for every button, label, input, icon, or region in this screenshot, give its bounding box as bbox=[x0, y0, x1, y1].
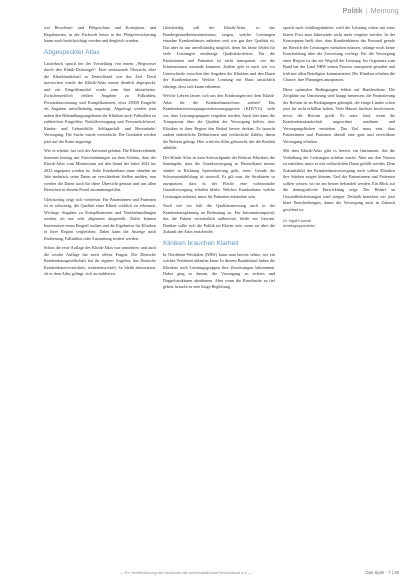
paragraph: Gleichzeitig soll der Klinik-Atlas, so das Bundesgesundheitsministerium, zeigen, welche Leistungen einzelne Krankenhäuser anbieten und wie gut ihre Qualität ist. Das aber ist nur unvollständig möglich, denn bis heute fehlen für viele Leistungen eindeutige Qualitätskriterien. Für die Patientinnen und Patienten ist nicht transparent, wie die Informationen zustande kommen. Zudem gibt es nach wie vor Unterschiede zwischen den Angaben der Kliniken und den Daten der Krankenkassen. Welche Leistung ein Haus tatsächlich erbringt, lässt sich kaum erkennen. bbox=[163, 25, 275, 89]
paragraph: Diese optimalen Bedingungen fehlen auf Bundesebene. Die Zeitpläne zur Umsetzung sind knapp bemessen, die Finanzierung der Reform ist an Bedingungen geknüpft, die einige Länder schon jetzt für nicht erfüllbar halten. Viele Häuser fürchten Insolvenzen, bevor die Reform greift. Es wäre fatal, wenn die Krankenhauslandschaft ungeordnet ausdünnt und Versorgungslücken entstehen. Das Ziel muss sein, dass Patientinnen und Patienten überall eine gute und erreichbare Versorgung erhalten. bbox=[283, 86, 395, 144]
paragraph: Gleichzeitig zeigt sich weiterhin: Für Patientinnen und Patienten ist es schwierig, die Qualität einer Klinik wirklich zu erkennen. Wichtige Angaben zu Komplikationen und Nachbehandlungen werden oft nur sehr allgemein dargestellt. Dafür können Interessierte einen Eingriff suchen und die Ergebnisse für Kliniken in ihrer Region vergleichen. Dabei kann die Anzeige nach Entfernung, Fallzahlen oder Ausstattung sortiert werden. bbox=[44, 196, 156, 241]
subsection-label: Meinung bbox=[370, 8, 399, 15]
text-column-2 bbox=[163, 25, 275, 294]
footer-note: — Ein Veröffentlichung des Verbandes der Universitätsklinika Deutschlands e.V. — bbox=[120, 571, 252, 575]
paragraph: Lauterbach sprach bei der Vorstellung von einem „Wegweiser durch den Klinik-Dschungel“. Eine umfassende Übersicht über die Kliniklandschaft in Deutschland war das Ziel. Doch inzwischen wurde der Klinik-Atlas erneut deutlich abgespeckt, und ein Eingriffsmodul wurde zum Juni überarbeitet. Zwischenzeitlich fehlten Angaben zu Fallzahlen, Personalausstattung und Komplikationen, etwa 25000 Eingriffe als Angaben unvollständig angezeigt. Abgefragt werden jetzt neben den Behandlungsangeboten der Kliniken auch Fallzahlen zu zahlreichen Eingriffen, Notfallversorgung und Personalschlüssel, Kinder- und Geburtshilfe, Schlaganfall- und Herzinfarkt-Versorgung. Die Suche wurde vereinfacht. Die Geodaten werden jetzt auf der Karte angezeigt. bbox=[44, 60, 156, 144]
section-label: Politik bbox=[342, 8, 363, 15]
paragraph: sprach nach wohlbegründeter, wird die Leistung schon mit einer klaren Frist zum Jahresende nicht mehr vergütet werden. In der Konsequenz heißt dies, dass Krankenhäuser das Personal gerade im Bereich der Leistungen vorhalten müssen, solange noch keine Entscheidung über die Zuweisung vorliegt. Für die Versorgung einer Region ist das ein Wegfall der Leistung. Im Gegensatz zum Bund hat das Land NRW seinen Prozess transparent gestaltet und früh mit allen Beteiligten kommuniziert. Die Kliniken erhalten die Chance, ihre Planungen anzupassen. bbox=[283, 25, 395, 82]
text-column-1 bbox=[44, 25, 156, 281]
text-column-3 bbox=[283, 25, 395, 229]
subheading-kliniken: Kliniken brauchen Klarheit bbox=[163, 239, 239, 247]
paragraph: Wie es scheint, hat sich der Aufwand gelohnt: Die Klinikverbände kommen bislang mit Einschränkungen zu dem Schluss, dass der Klinik-Atlas vom Ministerium auf den Stand der Jahre 2022 bis 2023 angepasst worden ist. Jedes Krankenhaus muss ohnehin im Jahr mehrfach seine Daten an verschiedene Stellen melden, nun werden die Daten auch für diese Übersicht genutzt und aus allen Bereichen in diesem Portal zusammengeführt. bbox=[44, 148, 156, 192]
paragraph: Nach wie vor hält die Qualitätsmessung auch in der Krankenhausplanung an Bedeutung zu. Ein Informationsportal, das die Fakten verständlich aufbereitet, bleibt ein Gewinn. Darüber sollte sich die Politik im Klaren sein, wenn sie über die Zukunft des Atlas entscheidet. bbox=[163, 203, 275, 234]
paragraph: wie Bewohner- und Pflegeschutz und Korruption, und Regulatorien, in der Fachwelt heute in der Pflegeversicherung kaum noch berücksichtigt werden und dergleich wurden. bbox=[44, 25, 156, 43]
author-name: Dr. Ingolf Kunerth bbox=[283, 219, 311, 223]
paragraph: Welche Lehren lassen sich aus den Erfahrungen mit dem Klinik-Atlas für die Krankenhausreform ziehen? Das Krankenhausversorgungsverbesserungsgesetz (KHVVG) sieht vor, dass Leistungsgruppen vergeben werden. Auch hier kann die Transparenz über die Qualität der Versorgung helfen, dass Kliniken in ihrer Region den Bedarf besser decken. Es braucht zudem einheitliche Definitionen und verlässliche Zahlen, damit die Reform gelingt. Hier wird ein Atlas gebraucht, der die Realität abbildet. bbox=[163, 93, 275, 150]
author-byline bbox=[283, 219, 395, 229]
author-role: Arbeitsgruppenleiter bbox=[283, 224, 316, 228]
subheading-atlas: Abgespeckter Atlas bbox=[44, 48, 100, 56]
paragraph: Der Klinik-Atlas ist kein Schwachpunkt der Reform. Kliniken, die bemängeln, dass die Grundversorgung in Deutschland immer stärker in Richtung Spezialisierung geht, irren: Gerade die Schwerpunktbildung ist sinnvoll. Es gilt nun, die Strukturen so anzupassen, dass in der Fläche eine wohnortnahe Grundversorgung erhalten bleibt. Welches Krankenhaus welche Leistungen anbietet, muss für Patienten erkennbar sein. bbox=[163, 154, 275, 199]
page-number: Das Spiel · 7 | 25 bbox=[365, 570, 399, 575]
paragraph: Schon die erste Auflage des Klinik-Atlas war umstritten, und auch die zweite Auflage hat noch offene Fragen. Die Deutsche Krankenhausgesellschaft hat ihr eigenes Angebot, das Deutsche Krankenhausverzeichnis, weiterentwickelt. So bleibt abzuwarten, ob es dem Atlas gelingt, sich zu etablieren. bbox=[44, 245, 156, 276]
paragraph: Mit dem Klinik-Atlas gibt es bereits ein Instrument, das die Vorhaltung der Leistungen sichtbar macht. Aber um den Nutzen zu entfalten, muss es mit verlässlichen Daten gefüllt werden. Dem Zukunftsbild der Krankenhausversorgung nach sollten Kliniken ihre Stärken zeigen können. Und die Patientinnen und Patienten sollten wissen, wo sie am besten behandelt werden. Ein Blick auf die demografische Entwicklung zeigt: Der Bedarf an Gesundheitsleistungen wird steigen. Deshalb brauchen wir jetzt klare Entscheidungen, damit die Versorgung auch in Zukunft gesichert ist. bbox=[283, 148, 395, 212]
header-separator: | bbox=[365, 8, 368, 15]
page-header bbox=[343, 8, 399, 15]
paragraph: In Nordrhein-Westfalen (NRW) kann man bereits sehen, wie ein solches Verfahren ablaufen kann. In diesem Bundesland haben die Kliniken nach Leistungsgruppen ihre Zuweisungen bekommen. Dabei ging es darum, die Versorgung zu sichern und Doppelstrukturen abzubauen. Aber wenn die Einschnitte zu tief gehen, braucht es eine kluge Begleitung. bbox=[163, 251, 275, 289]
